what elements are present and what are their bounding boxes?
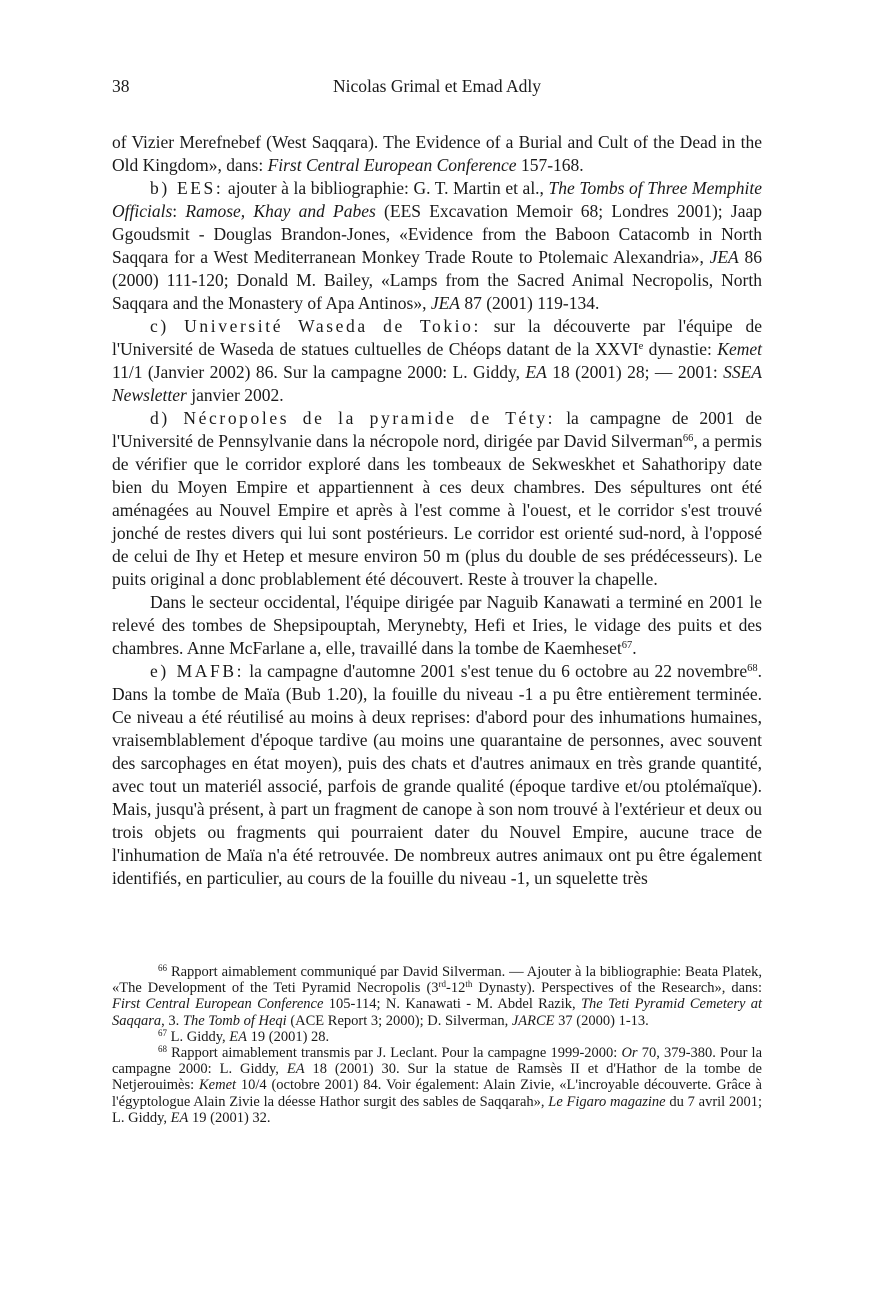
paragraph-waseda: c) Université Waseda de Tokio: sur la découverte par l'équipe de l'Université de Waseda de statues cultuelles de Chéops datant de la XXVIe dynastie: Kemet 11/1 (Janvier 2002) 86. Sur la campagne 2000: L. Giddy, EA 18 (2001) 28; — 2001: SSEA Newsletter janvier 2002. — [112, 316, 762, 405]
page-header — [112, 76, 762, 100]
running-head: Nicolas Grimal et Emad Adly — [332, 76, 541, 96]
footnote-number: 67 — [158, 1027, 167, 1038]
section-label: d) Nécropoles de la pyramide de Téty: — [150, 408, 556, 428]
section-label: b) EES: — [150, 178, 224, 198]
page-number: 38 — [112, 76, 130, 96]
footnote-ref: 68 — [747, 663, 758, 674]
footnote-66: $^{66}$ Rapport aimablement communiqué par David Silverman. — Ajouter à la bibliographie: Beata Platek, «The Development of the Teti Pyramid Necropolis (3rd-12th Dynasty). Perspectives of the Research», dans: First Central European Conference 105-114; N. Kanawati - M. Abdel Razik, The Teti Pyramid Cemetery at Saqqara, 3. The Tomb of Heqi (ACE Report 3; 2000); D. Silverman, JARCE 37 (2000) 1-13. — [112, 963, 763, 1029]
paragraph-tety: d) Nécropoles de la pyramide de Téty: la campagne de 2001 de l'Université de Pennsylvanie dans la nécropole nord, dirigée par David Silverman$^{66}$, a permis de vérifier que le corridor exploré dans les tombeaux de Sekweskhet et Sahathoripy date bien du Moyen Empire et appartiennent à ces deux chambres. Des sépultures ont été aménagées au Nouvel Empire et après à l'est comme à l'ouest, et le corridor s'est trouvé jonché de restes divers qui lui sont postérieurs. Le corridor est orienté sud-nord, à l'opposé de celui de Ihy et Hetep et mesure environ 50 m (plus du double de ses prédécesseurs). Le puits original a donc problablement été découvert. Reste à trouver la chapelle. — [112, 408, 762, 589]
paragraph-continuation: of Vizier Merefnebef (West Saqqara). The Evidence of a Burial and Cult of the Dead in the Old Kingdom», dans: First Central European Conference 157-168. — [112, 132, 762, 175]
footnote-67: $^{67}$ L. Giddy, EA 19 (2001) 28. — [158, 1027, 330, 1045]
footnotes — [112, 964, 762, 1126]
main-text — [112, 131, 762, 890]
section-label: e) MAFB: — [150, 661, 245, 681]
footnote-68: $^{68}$ Rapport aimablement transmis par J. Leclant. Pour la campagne 1999-2000: Or 70, 379-380. Pour la campagne 2000: L. Giddy, EA 18 (2001) 30. Sur la statue de Ramsès II et d'Hathor de la tombe de Netjerouimès: Kemet 10/4 (octobre 2001) 84. Voir également: Alain Zivie, «L'incroyable découverte. Grâce à l'égyptologue Alain Zivie la déesse Hathor surgit des sables de Saqqarah», Le Figaro magazine du 7 avril 2001; L. Giddy, EA 19 (2001) 32. — [112, 1044, 763, 1126]
section-label: c) Université Waseda de Tokio: — [150, 316, 481, 336]
footnote-ref: 66 — [682, 433, 694, 444]
paragraph-ees: b) EES: ajouter à la bibliographie: G. T. Martin et al., The Tombs of Three Memphite Officials: Ramose, Khay and Pabes (EES Excavation Memoir 68; Londres 2001); Jaap Ggoudsmit - Douglas Brandon-Jones, «Evidence from the Baboon Catacomb in North Saqqara for a West Mediterranean Monkey Trade Route to Ptolemaic Alexandria», JEA 86 (2000) 111-120; Donald M. Bailey, «Lamps from the Sacred Animal Necropolis, North Saqqara and the Monastery of Apa Antinos», JEA 87 (2001) 119-134. — [112, 178, 763, 313]
footnote-number: 68 — [158, 1044, 167, 1055]
footnote-ref: 67 — [621, 640, 633, 651]
paragraph-mafb: e) MAFB: la campagne d'automne 2001 s'est tenue du 6 octobre au 22 novembre$^{68}$. Dans la tombe de Maïa (Bub 1.20), la fouille du niveau -1 a pu être entièrement terminée. Ce niveau a été réutilisé au moins à deux reprises: d'abord pour des inhumations humaines, vraisemblablement d'époque tardive (au moins une quarantaine de personnes, avec souvent des sarcophages en état moyen), puis des chats et d'autres animaux en très grande quantité, avec tout un materiél associé, parfois de grande qualité (époque tardive et/ou ptolémaïque). Mais, jusqu'à présent, à part un fragment de canope à son nom trouvé à l'extérieur et deux ou trois objets ou fragments qui pourraient dater du Nouvel Empire, aucune trace de l'inhumation de Maïa n'a été retrouvée. De nombreux autres animaux ont pu être également identifiés, en particulier, au cours de la fouille du niveau -1, un squelette très — [112, 661, 762, 888]
footnote-number: 66 — [158, 963, 167, 973]
paragraph-occidental: Dans le secteur occidental, l'équipe dirigée par Naguib Kanawati a terminé en 2001 le relevé des tombes de Shepsipouptah, Merynebty, Hefi et Iries, le vidage des puits et des chambres. Anne McFarlane a, elle, travaillé dans la tombe de Kaemheset$^{67}$. — [112, 592, 762, 658]
